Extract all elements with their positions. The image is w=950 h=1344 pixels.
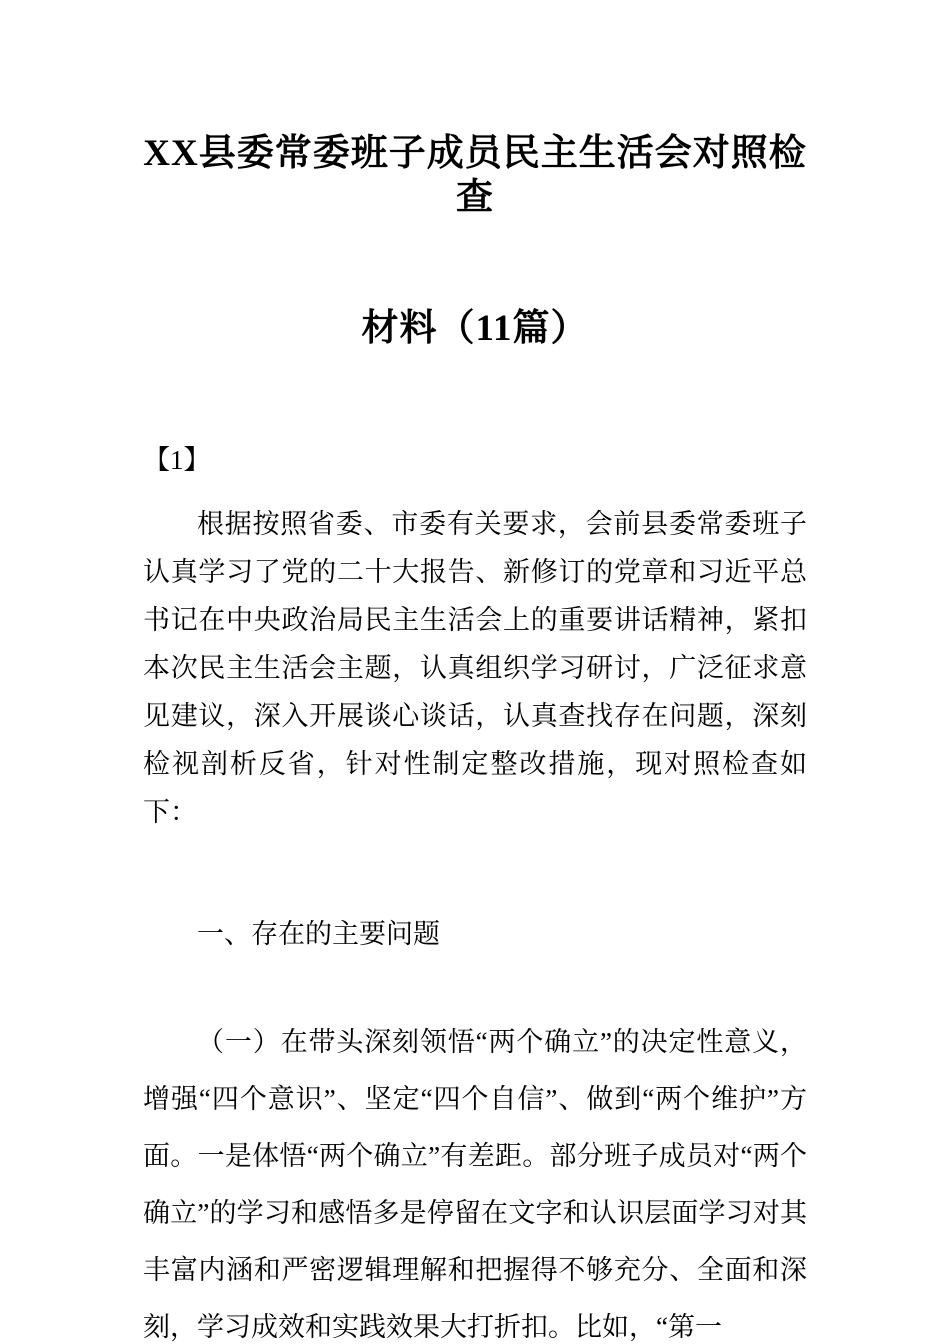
section-heading: 一、存在的主要问题 xyxy=(197,919,440,950)
section-number-marker: 【1】 xyxy=(143,445,211,476)
document-title xyxy=(143,132,807,351)
subsection-paragraph: （一）在带头深刻领悟“两个确立”的决定性意义，增强“四个意识”、坚定“四个自信”、做到“两个维护”方面。一是体悟“两个确立”有差距。部分班子成员对“两个确立”的学习和感悟多是停留在文字和认识层面学习对其丰富内涵和严密逻辑理解和把握得不够充分、全面和深刻，学习成效和实践效果大打折扣。比如，“第一 xyxy=(143,1027,807,1343)
document-title-line-2: 材料（11篇） xyxy=(361,307,589,349)
intro-paragraph: 根据按照省委、市委有关要求，会前县委常委班子认真学习了党的二十大报告、新修订的党章和习近平总书记在中央政治局民主生活会上的重要讲话精神，紧扣本次民主生活会主题，认真组织学习研讨，广泛征求意见建议，深入开展谈心谈话，认真查找存在问题，深刻检视剖析反省，针对性制定整改措施，现对照检查如下： xyxy=(143,509,807,828)
document-title-line-1: XX县委常委班子成员民主生活会对照检查 xyxy=(143,133,807,219)
